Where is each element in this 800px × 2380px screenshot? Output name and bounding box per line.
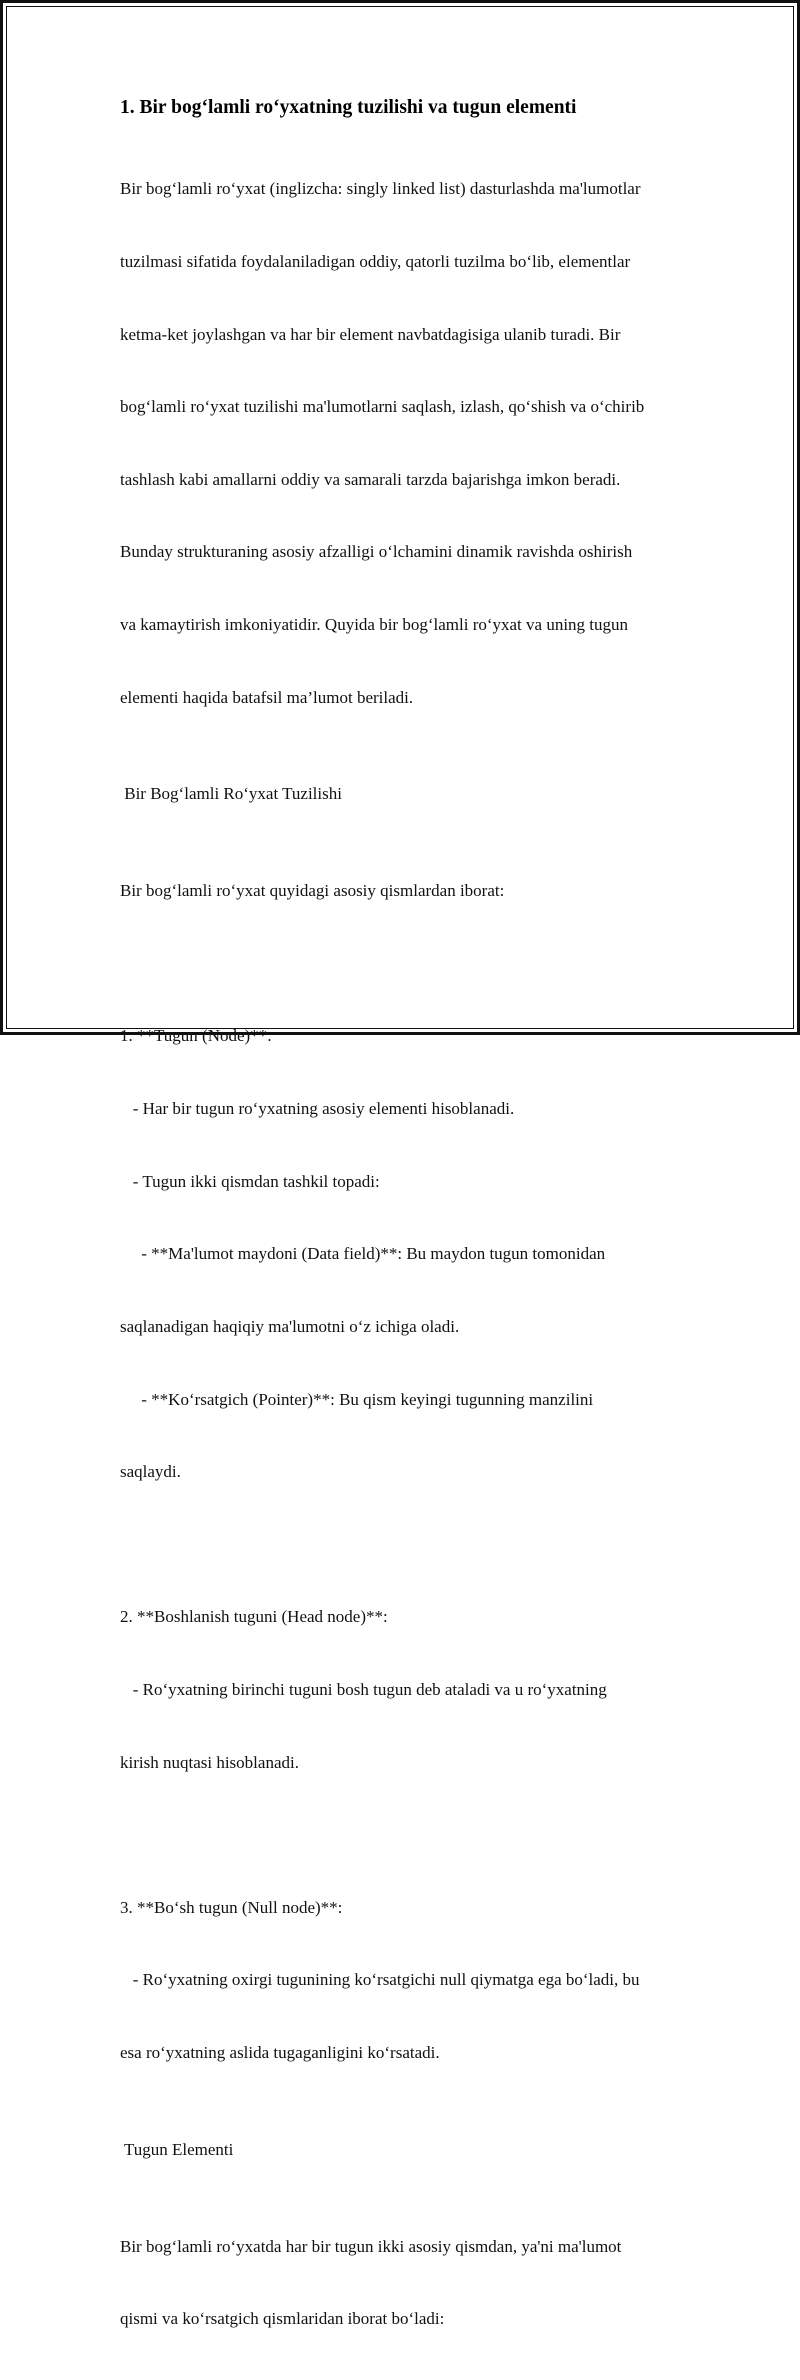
- item-line: kirish nuqtasi hisoblanadi.: [120, 1752, 299, 1772]
- spacer: [118, 2162, 708, 2186]
- item-line: - Tugun ikki qismdan tashkil topadi:: [120, 1171, 380, 1191]
- item-line: 1. **Tugun (Node)**:: [120, 1026, 272, 1046]
- section1-lead: [120, 831, 708, 952]
- item-line: esa ro‘yxatning aslida tugaganligini ko‘rsatadi.: [120, 2042, 440, 2062]
- item-line: 3. **Bo‘sh tugun (Null node)**:: [120, 1897, 343, 1917]
- item-line: saqlaydi.: [120, 1462, 181, 1482]
- intro-line: tuzilmasi sifatida foydalaniladigan oddiy, qatorli tuzilma bo‘lib, elementlar: [120, 252, 631, 272]
- section-heading-structure: Bir Bog‘lamli Ro‘yxat Tuzilishi: [120, 784, 342, 804]
- list-item-head-node: [120, 1557, 708, 1823]
- spacer: [118, 1823, 708, 1847]
- section2-line: qismi va ko‘rsatgich qismlaridan iborat bo‘ladi:: [120, 2309, 445, 2329]
- spacer: [118, 2114, 708, 2138]
- item-line: saqlanadigan haqiqiy ma'lumotni o‘z ichiga oladi.: [120, 1316, 460, 1336]
- lead-line: Bir bog‘lamli ro‘yxat quyidagi asosiy qismlardan iborat:: [120, 881, 505, 901]
- spacer: [118, 952, 708, 976]
- list-item-node: [120, 976, 708, 1533]
- intro-line: tashlash kabi amallarni oddiy va samarali tarzda bajarishga imkon beradi.: [120, 469, 621, 489]
- intro-line: va kamaytirish imkoniyatidir. Quyida bir bog‘lamli ro‘yxat va uning tugun: [120, 615, 629, 635]
- intro-line: Bir bog‘lamli ro‘yxat (inglizcha: singly linked list) dasturlashda ma'lumotlar: [120, 179, 641, 199]
- item-line: - Ro‘yxatning oxirgi tugunining ko‘rsatgichi null qiymatga ega bo‘ladi, bu: [120, 1970, 640, 1990]
- document-title: 1. Bir bog‘lamli ro‘yxatning tuzilishi va tugun elementi: [120, 97, 577, 118]
- item-line: - **Ma'lumot maydoni (Data field)**: Bu maydon tugun tomonidan: [120, 1244, 606, 1264]
- section2-paragraph: [120, 2186, 708, 2380]
- item-line: - Har bir tugun ro‘yxatning asosiy elementi hisoblanadi.: [120, 1099, 515, 1119]
- intro-line: bog‘lamli ro‘yxat tuzilishi ma'lumotlarni saqlash, izlash, qo‘shish va o‘chirib: [120, 397, 645, 417]
- section-heading-node-element: Tugun Elementi: [120, 2139, 234, 2159]
- item-line: - **Ko‘rsatgich (Pointer)**: Bu qism keyingi tugunning manzilini: [120, 1389, 594, 1409]
- intro-line: Bunday strukturaning asosiy afzalligi o‘lchamini dinamik ravishda oshirish: [120, 542, 633, 562]
- section2-line: Bir bog‘lamli ro‘yxatda har bir tugun ikki asosiy qismdan, ya'ni ma'lumot: [120, 2236, 622, 2256]
- item-line: 2. **Boshlanish tuguni (Head node)**:: [120, 1607, 388, 1627]
- list-item-null-node: [120, 1847, 708, 2113]
- spacer: [118, 807, 708, 831]
- intro-line: ketma-ket joylashgan va har bir element navbatdagisiga ulanib turadi. Bir: [120, 324, 621, 344]
- item-line: - Ro‘yxatning birinchi tuguni bosh tugun deb ataladi va u ro‘yxatning: [120, 1679, 607, 1699]
- spacer: [118, 758, 708, 782]
- intro-paragraph: [120, 129, 708, 758]
- intro-line: elementi haqida batafsil ma’lumot beriladi.: [120, 687, 414, 707]
- spacer: [118, 1533, 708, 1557]
- document-content: [118, 95, 708, 2380]
